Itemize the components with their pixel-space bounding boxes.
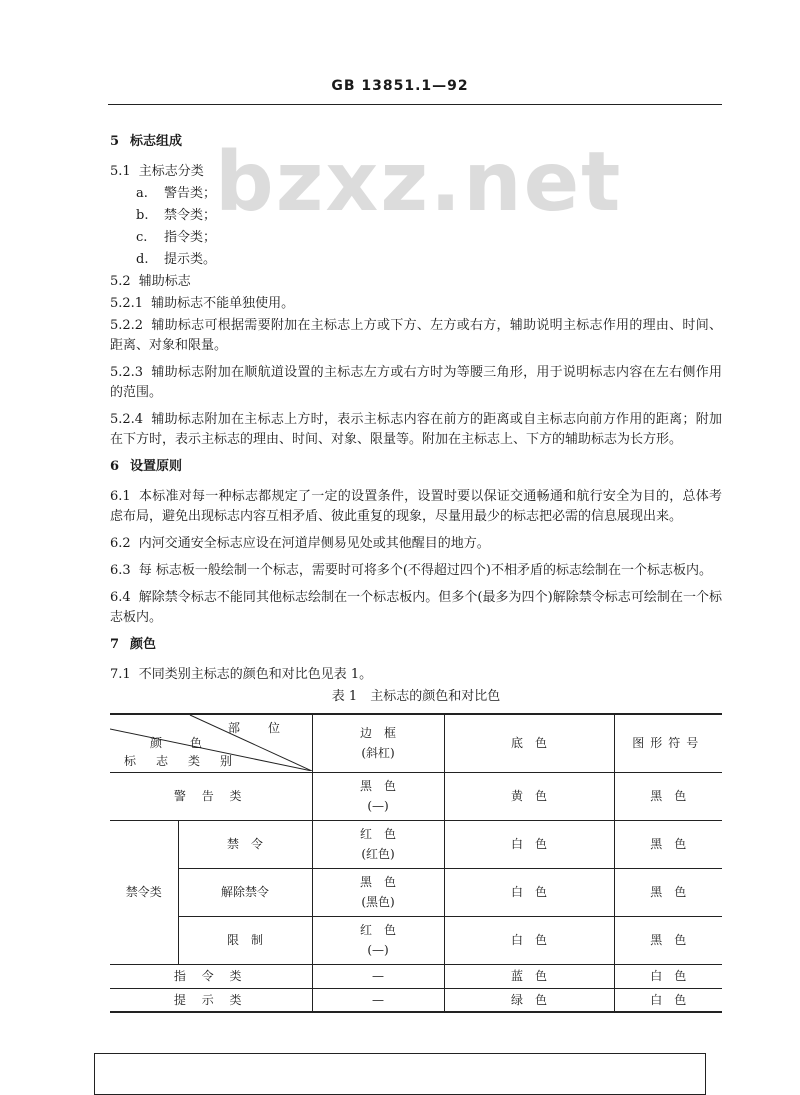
- table-row: 禁令类 禁 令 红 色 (红色) 白 色 黑 色: [110, 820, 722, 868]
- document-body: [110, 128, 722, 1013]
- clause-5-2-1: 5.2.1 辅助标志不能单独使用。: [110, 296, 295, 311]
- corner-category-label: 标 志 类 别: [124, 754, 237, 769]
- clause-5-1: 5.1 主标志分类: [110, 164, 204, 179]
- clause-5-2: 5.2 辅助标志: [110, 274, 191, 289]
- section-6-heading: 6 设置原则: [110, 459, 183, 474]
- page-header: GB 13851.1—92: [331, 78, 469, 94]
- footer-box: [94, 1053, 706, 1095]
- table-caption: 表 1 主标志的颜色和对比色: [331, 689, 501, 704]
- header-border: 边 框 (斜杠): [312, 714, 444, 772]
- header-rule: [108, 104, 722, 105]
- table-row: 警 告 类 黑 色 (—) 黄 色 黑 色: [110, 772, 722, 820]
- clause-6-3: 6.3 每 标志板一般绘制一个标志，需要时可将多个(不得超过四个)不相矛盾的标志绘制在一个标志板内。: [110, 563, 712, 578]
- clause-6-1: 6.1 本标准对每一种标志都规定了一定的设置条件，设置时要以保证交通畅通和航行安全为目的，总体考虑布局，避免出现标志内容互相矛盾、彼此重复的现象，尽量用最少的标志把必需的信息展现出来。: [110, 489, 722, 524]
- clause-6-4: 6.4 解除禁令标志不能同其他标志绘制在一个标志板内。但多个(最多为四个)解除禁令标志可绘制在一个标志板内。: [110, 590, 722, 625]
- clause-6-2: 6.2 内河交通安全标志应设在河道岸侧易见处或其他醒目的地方。: [110, 536, 490, 551]
- clause-5-2-3: 5.2.3 辅助标志附加在顺航道设置的主标志左方或右方时为等腰三角形，用于说明标志内容在左右侧作用的范围。: [110, 365, 722, 400]
- color-table: [110, 713, 722, 1013]
- list-item: b. 禁令类；: [136, 208, 217, 223]
- table-row: 限 制 红 色 (—) 白 色 黑 色: [110, 916, 722, 964]
- header-bg: 底 色: [444, 714, 614, 772]
- header-symbol: 图形符号: [614, 714, 722, 772]
- list-item: a. 警告类；: [136, 186, 217, 201]
- table-row: 提 示 类 — 绿 色 白 色: [110, 988, 722, 1012]
- clause-5-2-4: 5.2.4 辅助标志附加在主标志上方时，表示主标志内容在前方的距离或自主标志向前方作用的距离；附加在下方时，表示主标志的理由、时间、对象、限量等。附加在主标志上、下方的辅助标志为长方形。: [110, 412, 722, 447]
- section-5-heading: 5 标志组成: [110, 134, 183, 149]
- group-label: 禁令类: [110, 820, 178, 964]
- table-header-row: [110, 714, 722, 772]
- table-row: 指 令 类 — 蓝 色 白 色: [110, 964, 722, 988]
- corner-color-label: 颜 色: [150, 736, 211, 751]
- section-7-heading: 7 颜色: [110, 637, 157, 652]
- watermark: bzxz.net: [215, 135, 623, 230]
- list-item: c. 指令类；: [136, 230, 217, 245]
- corner-part-label: 部 位: [228, 721, 289, 736]
- table-row: 解除禁令 黑 色 (黑色) 白 色 黑 色: [110, 868, 722, 916]
- list-item: d. 提示类。: [136, 252, 217, 267]
- clause-7-1: 7.1 不同类别主标志的颜色和对比色见表 1。: [110, 667, 373, 682]
- corner-cell: [110, 714, 312, 772]
- clause-5-2-2: 5.2.2 辅助标志可根据需要附加在主标志上方或下方、左方或右方，辅助说明主标志作用的理由、时间、距离、对象和限量。: [110, 318, 722, 353]
